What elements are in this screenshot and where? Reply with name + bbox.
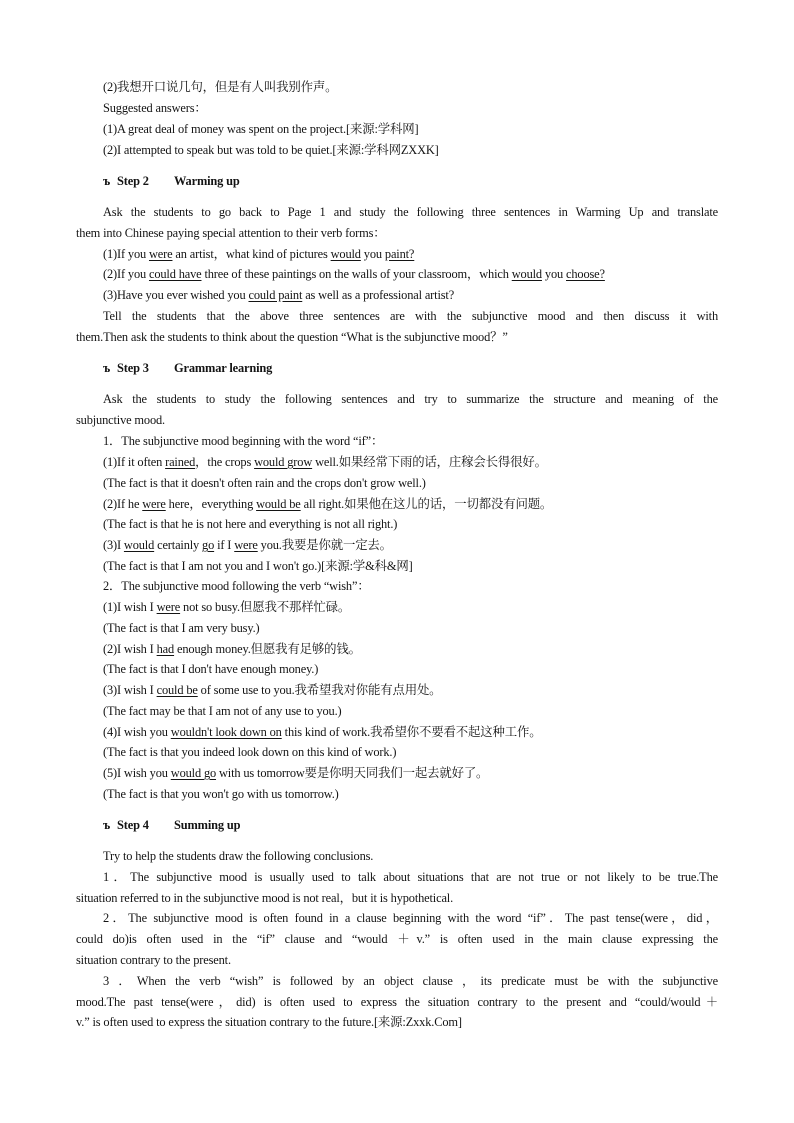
underlined-verb: could paint bbox=[248, 288, 303, 302]
step-number: Step 2 bbox=[117, 174, 149, 188]
underlined-verb: would bbox=[123, 538, 155, 552]
wish-fact-1: (The fact is that I am very busy.) bbox=[103, 621, 260, 635]
wish-example-1: (1)I wish I were not so busy.但愿我不那样忙碌。 bbox=[103, 600, 351, 614]
underlined-verb: go bbox=[202, 538, 215, 552]
underlined-verb: had bbox=[156, 642, 175, 656]
underlined-verb: were bbox=[142, 497, 166, 511]
underlined-verb: choose? bbox=[566, 267, 605, 281]
underlined-verb: would bbox=[330, 247, 361, 261]
wish-fact-3: (The fact may be that I am not of any use to you.) bbox=[103, 704, 342, 718]
if-example-2: (2)If he were here，everything would be all right.如果他在这儿的话，一切都没有问题。 bbox=[103, 497, 553, 511]
step-title: Grammar learning bbox=[174, 361, 273, 375]
if-fact-1: (The fact is that it doesn't often rain and the crops don't grow well.) bbox=[103, 476, 426, 490]
conclusion-2-end: situation contrary to the present. bbox=[76, 953, 231, 967]
step-2-heading bbox=[103, 173, 240, 189]
underlined-verb: could be bbox=[156, 683, 198, 697]
wish-fact-5: (The fact is that you won't go with us tomorrow.) bbox=[103, 787, 339, 801]
step-number: Step 4 bbox=[117, 818, 149, 832]
conclusion-1: 1．The subjunctive mood is usually used to talk about situations that are not true or not likely to be true.The bbox=[103, 870, 718, 884]
wish-example-3: (3)I wish I could be of some use to you.我希望我对你能有点用处。 bbox=[103, 683, 442, 697]
answer-1: (1)A great deal of money was spent on the project.[来源:学科网] bbox=[103, 122, 419, 136]
grammar-heading-wish: 2．The subjunctive mood following the verb “wish”： bbox=[103, 579, 370, 593]
summing-intro: Try to help the students draw the following conclusions. bbox=[103, 849, 374, 863]
underlined-verb: would be bbox=[256, 497, 301, 511]
wish-fact-4: (The fact is that you indeed look down on this kind of work.) bbox=[103, 745, 397, 759]
warm-sentence-3: (3)Have you ever wished you could paint as well as a professional artist? bbox=[103, 288, 455, 302]
step-number: Step 3 bbox=[117, 361, 149, 375]
underlined-verb: were bbox=[148, 247, 173, 261]
wish-example-2: (2)I wish I had enough money.但愿我有足够的钱。 bbox=[103, 642, 361, 656]
conclusion-1-cont: situation referred to in the subjunctive mood is not real，but it is hypothetical. bbox=[76, 891, 454, 905]
wish-fact-2: (The fact is that I don't have enough money.) bbox=[103, 662, 319, 676]
step-3-heading bbox=[103, 360, 272, 376]
warm-sentence-1: (1)If you were an artist，what kind of pictures would you paint? bbox=[103, 247, 415, 261]
grammar-paragraph-cont: subjunctive mood. bbox=[76, 413, 165, 427]
grammar-heading-if: 1．The subjunctive mood beginning with the word “if”： bbox=[103, 434, 384, 448]
grammar-paragraph: Ask the students to study the following sentences and try to summarize the structure and meaning of the bbox=[103, 392, 718, 406]
warm-paragraph-2: Tell the students that the above three sentences are with the subjunctive mood and then discuss it with bbox=[103, 309, 718, 323]
step-marker-icon: ъ bbox=[103, 818, 111, 832]
suggested-answers-label: Suggested answers： bbox=[103, 101, 207, 115]
step-title: Summing up bbox=[174, 818, 241, 832]
underlined-verb: would bbox=[511, 267, 542, 281]
underlined-verb: were bbox=[156, 600, 181, 614]
if-example-1: (1)If it often rained，the crops would grow well.如果经常下雨的话，庄稼会长得很好。 bbox=[103, 455, 547, 469]
underlined-verb: would go bbox=[170, 766, 217, 780]
translation-prompt-2: (2)我想开口说几句，但是有人叫我别作声。 bbox=[103, 80, 338, 94]
conclusion-3: 3 ．When the verb “wish” is followed by an object clause ，its predicate must be with the subjunctive bbox=[103, 974, 718, 988]
conclusion-2: 2．The subjunctive mood is often found in a clause beginning with the word “if”．The past tense(were，did， bbox=[103, 911, 718, 925]
underlined-verb: paint? bbox=[384, 247, 415, 261]
conclusion-2-cont: could do)is often used in the “if” clause and “would ＋v.” is often used in the main clause expressing the bbox=[76, 932, 718, 946]
warm-paragraph-1: Ask the students to go back to Page 1 and study the following three sentences in Warming Up and translate bbox=[103, 205, 718, 219]
answer-2: (2)I attempted to speak but was told to be quiet.[来源:学科网ZXXK] bbox=[103, 143, 439, 157]
wish-example-4: (4)I wish you wouldn't look down on this kind of work.我希望你不要看不起这种工作。 bbox=[103, 725, 542, 739]
step-marker-icon: ъ bbox=[103, 361, 111, 375]
conclusion-3-end: v.” is often used to express the situation contrary to the future.[来源:Zxxk.Com] bbox=[76, 1015, 462, 1029]
if-fact-2: (The fact is that he is not here and everything is not all right.) bbox=[103, 517, 398, 531]
step-title: Warming up bbox=[174, 174, 240, 188]
underlined-verb: were bbox=[234, 538, 258, 552]
conclusion-3-cont: mood.The past tense(were，did) is often used to express the situation contrary to the present and “could/would＋ bbox=[76, 995, 718, 1009]
underlined-verb: could have bbox=[148, 267, 202, 281]
if-fact-3: (The fact is that I am not you and I won't go.)[来源:学&科&网] bbox=[103, 559, 413, 573]
if-example-3: (3)I would certainly go if I were you.我要是你就一定去。 bbox=[103, 538, 392, 552]
warm-paragraph-2-cont: them.Then ask the students to think about the question “What is the subjunctive mood？” bbox=[76, 330, 508, 344]
underlined-verb: rained bbox=[165, 455, 196, 469]
underlined-verb: wouldn't look down on bbox=[170, 725, 282, 739]
warm-sentence-2: (2)If you could have three of these paintings on the walls of your classroom，which would you choose? bbox=[103, 267, 605, 281]
wish-example-5: (5)I wish you would go with us tomorrow要是你明天同我们一起去就好了。 bbox=[103, 766, 489, 780]
step-4-heading bbox=[103, 817, 240, 833]
step-marker-icon: ъ bbox=[103, 174, 111, 188]
underlined-verb: would grow bbox=[254, 455, 313, 469]
warm-paragraph-1-cont: them into Chinese paying special attention to their verb forms： bbox=[76, 226, 386, 240]
